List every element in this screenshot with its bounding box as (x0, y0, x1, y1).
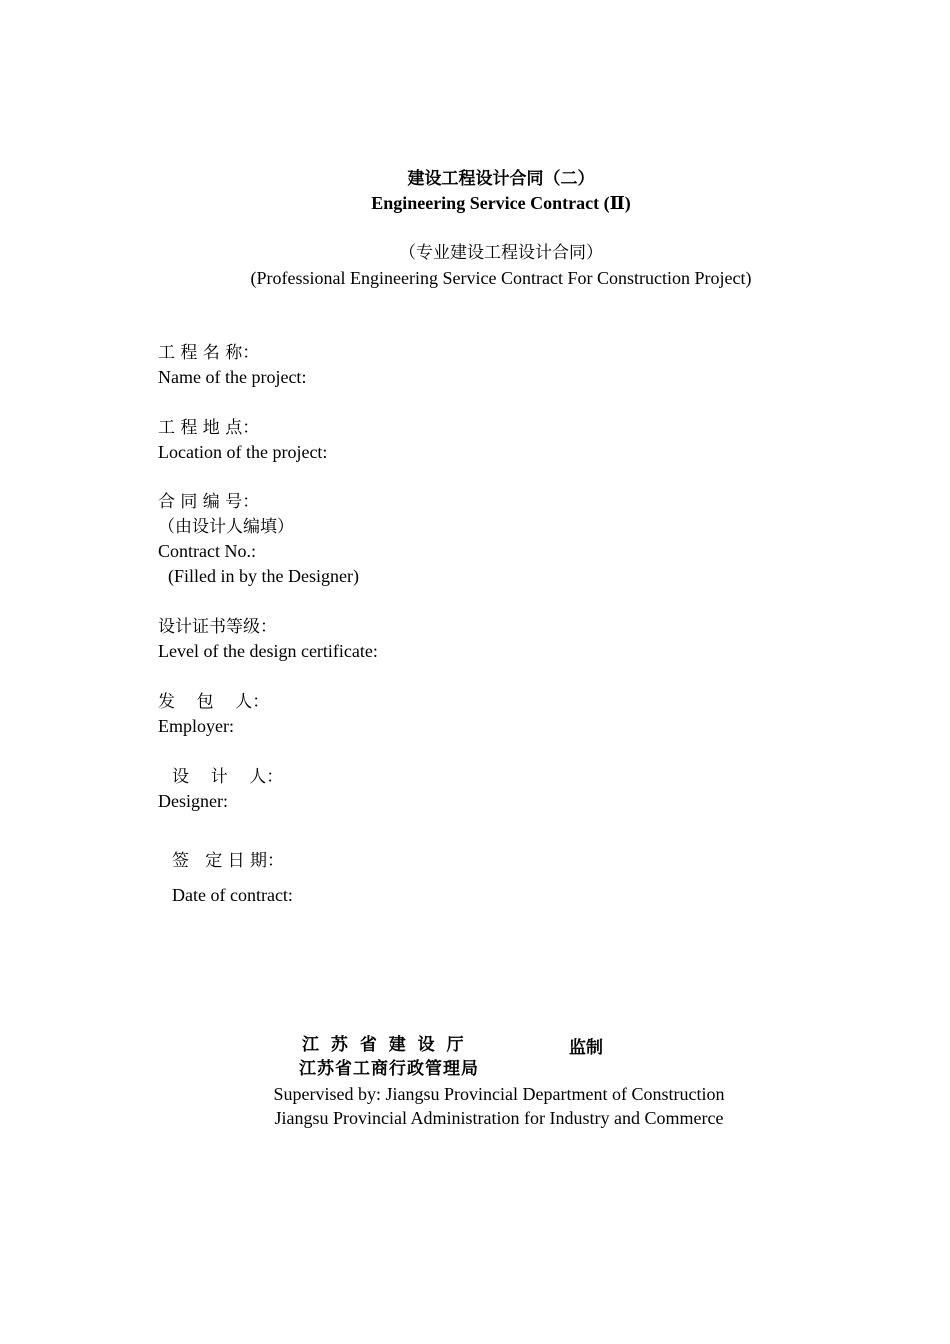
project-name-label-cn: 工 程 名 称： (158, 343, 260, 363)
contract-no-label-cn: 合 同 编 号： (158, 492, 260, 512)
title-cn: 建设工程设计合同（二） (407, 169, 595, 189)
date-label-cn: 签 定 日 期： (172, 851, 285, 871)
designer-label-cn: 设 计 人： (172, 767, 284, 787)
subtitle-cn: （专业建设工程设计合同） (399, 243, 603, 263)
contract-no-label-en: Contract No.: (158, 541, 256, 561)
supervisor-construction-dept: 江 苏 省 建 设 厅 (302, 1035, 467, 1055)
subtitle-en: (Professional Engineering Service Contract For Construction Project) (250, 268, 752, 288)
certificate-label-cn: 设计证书等级： (158, 617, 277, 637)
location-label-cn: 工 程 地 点： (158, 418, 260, 438)
supervision-label: 监制 (569, 1038, 603, 1058)
employer-label-en: Employer: (158, 716, 234, 736)
contract-no-note-en: (Filled in by the Designer) (168, 566, 359, 586)
supervision-en-line2: Jiangsu Provincial Administration for Industry and Commerce (274, 1108, 724, 1128)
contract-no-note-cn: （由设计人编填） (158, 517, 294, 537)
location-label-en: Location of the project: (158, 442, 328, 462)
supervision-en-line1: Supervised by: Jiangsu Provincial Department of Construction (273, 1084, 725, 1104)
date-label-en: Date of contract: (172, 885, 293, 905)
project-name-label-en: Name of the project: (158, 367, 307, 387)
title-en: Engineering Service Contract (Ⅱ) (371, 193, 631, 213)
supervisor-industry-dept: 江苏省工商行政管理局 (299, 1059, 479, 1079)
employer-label-cn: 发 包 人： (158, 692, 270, 712)
certificate-label-en: Level of the design certificate: (158, 641, 378, 661)
designer-label-en: Designer: (158, 791, 228, 811)
